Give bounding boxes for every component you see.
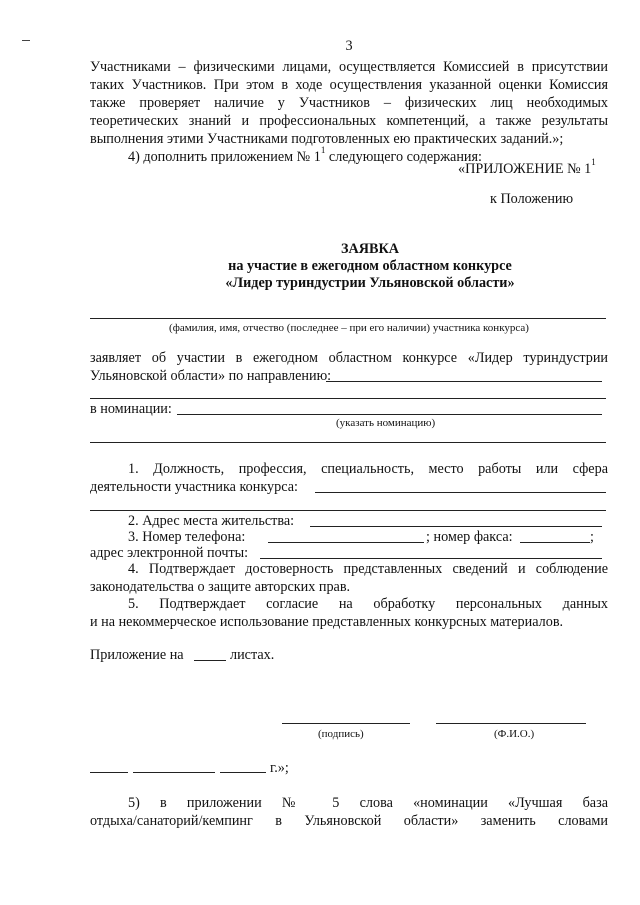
intro-line-1: Участниками – физическими лицами, осуществляется Комиссией в присутствии — [90, 59, 608, 75]
declares-line-2: Ульяновской области» по направлению: — [90, 368, 332, 384]
point-4-line-2: законодательства о защите авторских прав. — [90, 579, 351, 595]
date-suffix: г.»; — [270, 760, 289, 776]
workplace-line[interactable] — [315, 492, 606, 493]
attachment-prefix: Приложение на — [90, 647, 184, 663]
item-5-line-2: отдыха/санаторий/кемпинг в Ульяновской области» заменить словами — [90, 813, 608, 829]
name-line[interactable] — [90, 318, 606, 319]
item-4: 4) дополнить приложением № $1^1$ следующего содержания: — [128, 145, 482, 165]
page-number: 3 — [345, 38, 353, 54]
to-regulation: к Положению — [490, 191, 574, 207]
direction-line-2[interactable] — [90, 398, 606, 399]
form-subtitle-1: на участие в ежегодном областном конкурсе — [228, 258, 512, 274]
workplace-line-2[interactable] — [90, 510, 606, 511]
date-day-line[interactable] — [90, 772, 128, 773]
intro-line-4: теоретических знаний и профессиональных компетенций, а также результаты — [90, 113, 608, 129]
intro-line-3: также проверяет наличие у Участников – физических лиц необходимых — [90, 95, 608, 111]
point-3-end: ; — [590, 529, 594, 545]
fax-line[interactable] — [520, 542, 590, 543]
point-3-fax-label: ; номер факса: — [426, 529, 513, 545]
attachment-suffix: листах. — [230, 647, 275, 663]
direction-line[interactable] — [326, 381, 602, 382]
point-1-line-2: деятельности участника конкурса: — [90, 479, 298, 495]
point-5-line-1: 5. Подтверждает согласие на обработку персональных данных — [128, 596, 608, 612]
point-2: 2. Адрес места жительства: — [128, 513, 295, 529]
form-title: ЗАЯВКА — [341, 241, 399, 257]
declares-line-1: заявляет об участии в ежегодном областном конкурсе «Лидер туриндустрии — [90, 350, 608, 366]
caption-name: (фамилия, имя, отчество (последнее – при его наличии) участника конкурса) — [169, 322, 529, 334]
appendix-heading: «ПРИЛОЖЕНИЕ № $1^1$ — [458, 157, 596, 177]
date-month-line[interactable] — [133, 772, 215, 773]
email-line[interactable] — [260, 558, 602, 559]
caption-signature: (подпись) — [318, 728, 364, 740]
fio-line[interactable] — [436, 723, 586, 724]
sheets-count-line[interactable] — [194, 660, 226, 661]
email-label: адрес электронной почты: — [90, 545, 249, 561]
point-5-line-2: и на некоммерческое использование представленных конкурсных материалов. — [90, 614, 564, 630]
nomination-line-2[interactable] — [90, 442, 606, 443]
intro-line-5: выполнения этими Участниками подготовленных ею практических заданий.»; — [90, 131, 564, 147]
caption-fio: (Ф.И.О.) — [494, 728, 535, 740]
phone-line[interactable] — [268, 542, 424, 543]
signature-line[interactable] — [282, 723, 410, 724]
point-3-phone-label: 3. Номер телефона: — [128, 529, 246, 545]
form-subtitle-2: «Лидер туриндустрии Ульяновской области» — [225, 275, 515, 291]
point-1-line-1: 1. Должность, профессия, специальность, место работы или сфера — [128, 461, 608, 477]
point-4-line-1: 4. Подтверждает достоверность представленных сведений и соблюдение — [128, 561, 608, 577]
caption-nomination: (указать номинацию) — [336, 417, 436, 429]
intro-line-2: таких Участников. При этом в ходе осуществления указанной оценки Комиссия — [90, 77, 608, 93]
nomination-line[interactable] — [177, 414, 602, 415]
date-year-line[interactable] — [220, 772, 266, 773]
nomination-label: в номинации: — [90, 401, 172, 417]
item-5-line-1: 5) в приложении № 5 слова «номинации «Лучшая база — [128, 795, 608, 811]
address-line[interactable] — [310, 526, 602, 527]
